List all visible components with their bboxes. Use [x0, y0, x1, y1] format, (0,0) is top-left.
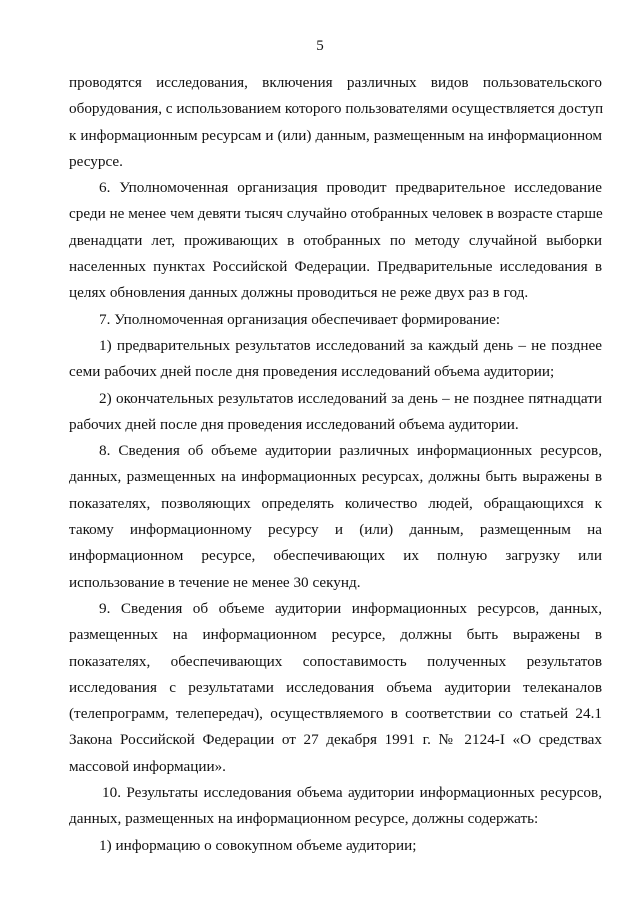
- list-item-2-first-line: 2) окончательных результатов исследований за день – не позднее пятнадцати: [99, 389, 602, 407]
- text-line: показателях, обеспечивающих сопоставимость полученных результатов: [69, 652, 602, 670]
- paragraph-9-first-line: 9. Сведения об объеме аудитории информационных ресурсов, данных,: [99, 599, 602, 617]
- paragraph-8-first-line: 8. Сведения об объеме аудитории различных информационных ресурсов,: [99, 442, 602, 460]
- text-line: использование в течение не менее 30 секунд.: [69, 573, 361, 591]
- paragraph-6-first-line: 6. Уполномоченная организация проводит предварительное исследование: [99, 179, 602, 197]
- text-line: ресурсе.: [69, 152, 123, 170]
- text-line: такому информационному ресурсу и (или) данным, размещенным на: [69, 521, 602, 539]
- text-line: данных, размещенных на информационных ресурсах, должны быть выражены в: [69, 468, 602, 486]
- text-line: к информационным ресурсам и (или) данным, размещенным на информационном: [69, 126, 602, 144]
- text-line: данных, размещенных на информационном ресурсе, должны содержать:: [69, 810, 539, 828]
- text-line: информационном ресурсе, обеспечивающих их полную загрузку или: [69, 547, 602, 565]
- text-line: исследования с результатами исследования объема аудитории телеканалов: [69, 678, 602, 696]
- text-line: рабочих дней после дня проведения исследований объема аудитории.: [69, 415, 519, 433]
- page-number: 5: [316, 38, 324, 54]
- text-line: размещенных на информационном ресурсе, должны быть выражены в: [69, 626, 602, 644]
- text-line: (телепрограмм, телепередач), осуществляемого в соответствии со статьей 24.1: [69, 705, 602, 723]
- text-line: показателях, позволяющих определять количество людей, обращающихся к: [69, 494, 602, 512]
- text-line: проводятся исследования, включения различных видов пользовательского: [69, 74, 602, 91]
- text-line: семи рабочих дней после дня проведения исследований объема аудитории;: [69, 363, 555, 381]
- text-line: населенных пунктах Российской Федерации. Предварительные исследования в: [69, 258, 602, 276]
- text-line: двенадцати лет, проживающих в отобранных по методу случайной выборки: [69, 231, 602, 249]
- text-line: среди не менее чем девяти тысяч случайно отобранных человек в возрасте старше: [69, 205, 603, 223]
- text-line: Закона Российской Федерации от 27 декабря 1991 г. № 2124-I «О средствах: [69, 731, 602, 749]
- body-text: [69, 70, 602, 859]
- paragraph-7-first-line: 7. Уполномоченная организация обеспечивает формирование:: [99, 310, 501, 328]
- text-line: оборудования, с использованием которого пользователями осуществляется доступ: [69, 100, 604, 118]
- list-item-1-first-line: 1) предварительных результатов исследований за каждый день – не позднее: [99, 336, 602, 354]
- list-item-1-first-line: 1) информацию о совокупном объеме аудитории;: [99, 836, 417, 854]
- text-line: целях обновления данных должны проводиться не реже двух раз в год.: [69, 284, 529, 302]
- paragraph-10-first-line: 10. Результаты исследования объема аудитории информационных ресурсов,: [102, 784, 602, 802]
- text-line: массовой информации».: [69, 757, 226, 775]
